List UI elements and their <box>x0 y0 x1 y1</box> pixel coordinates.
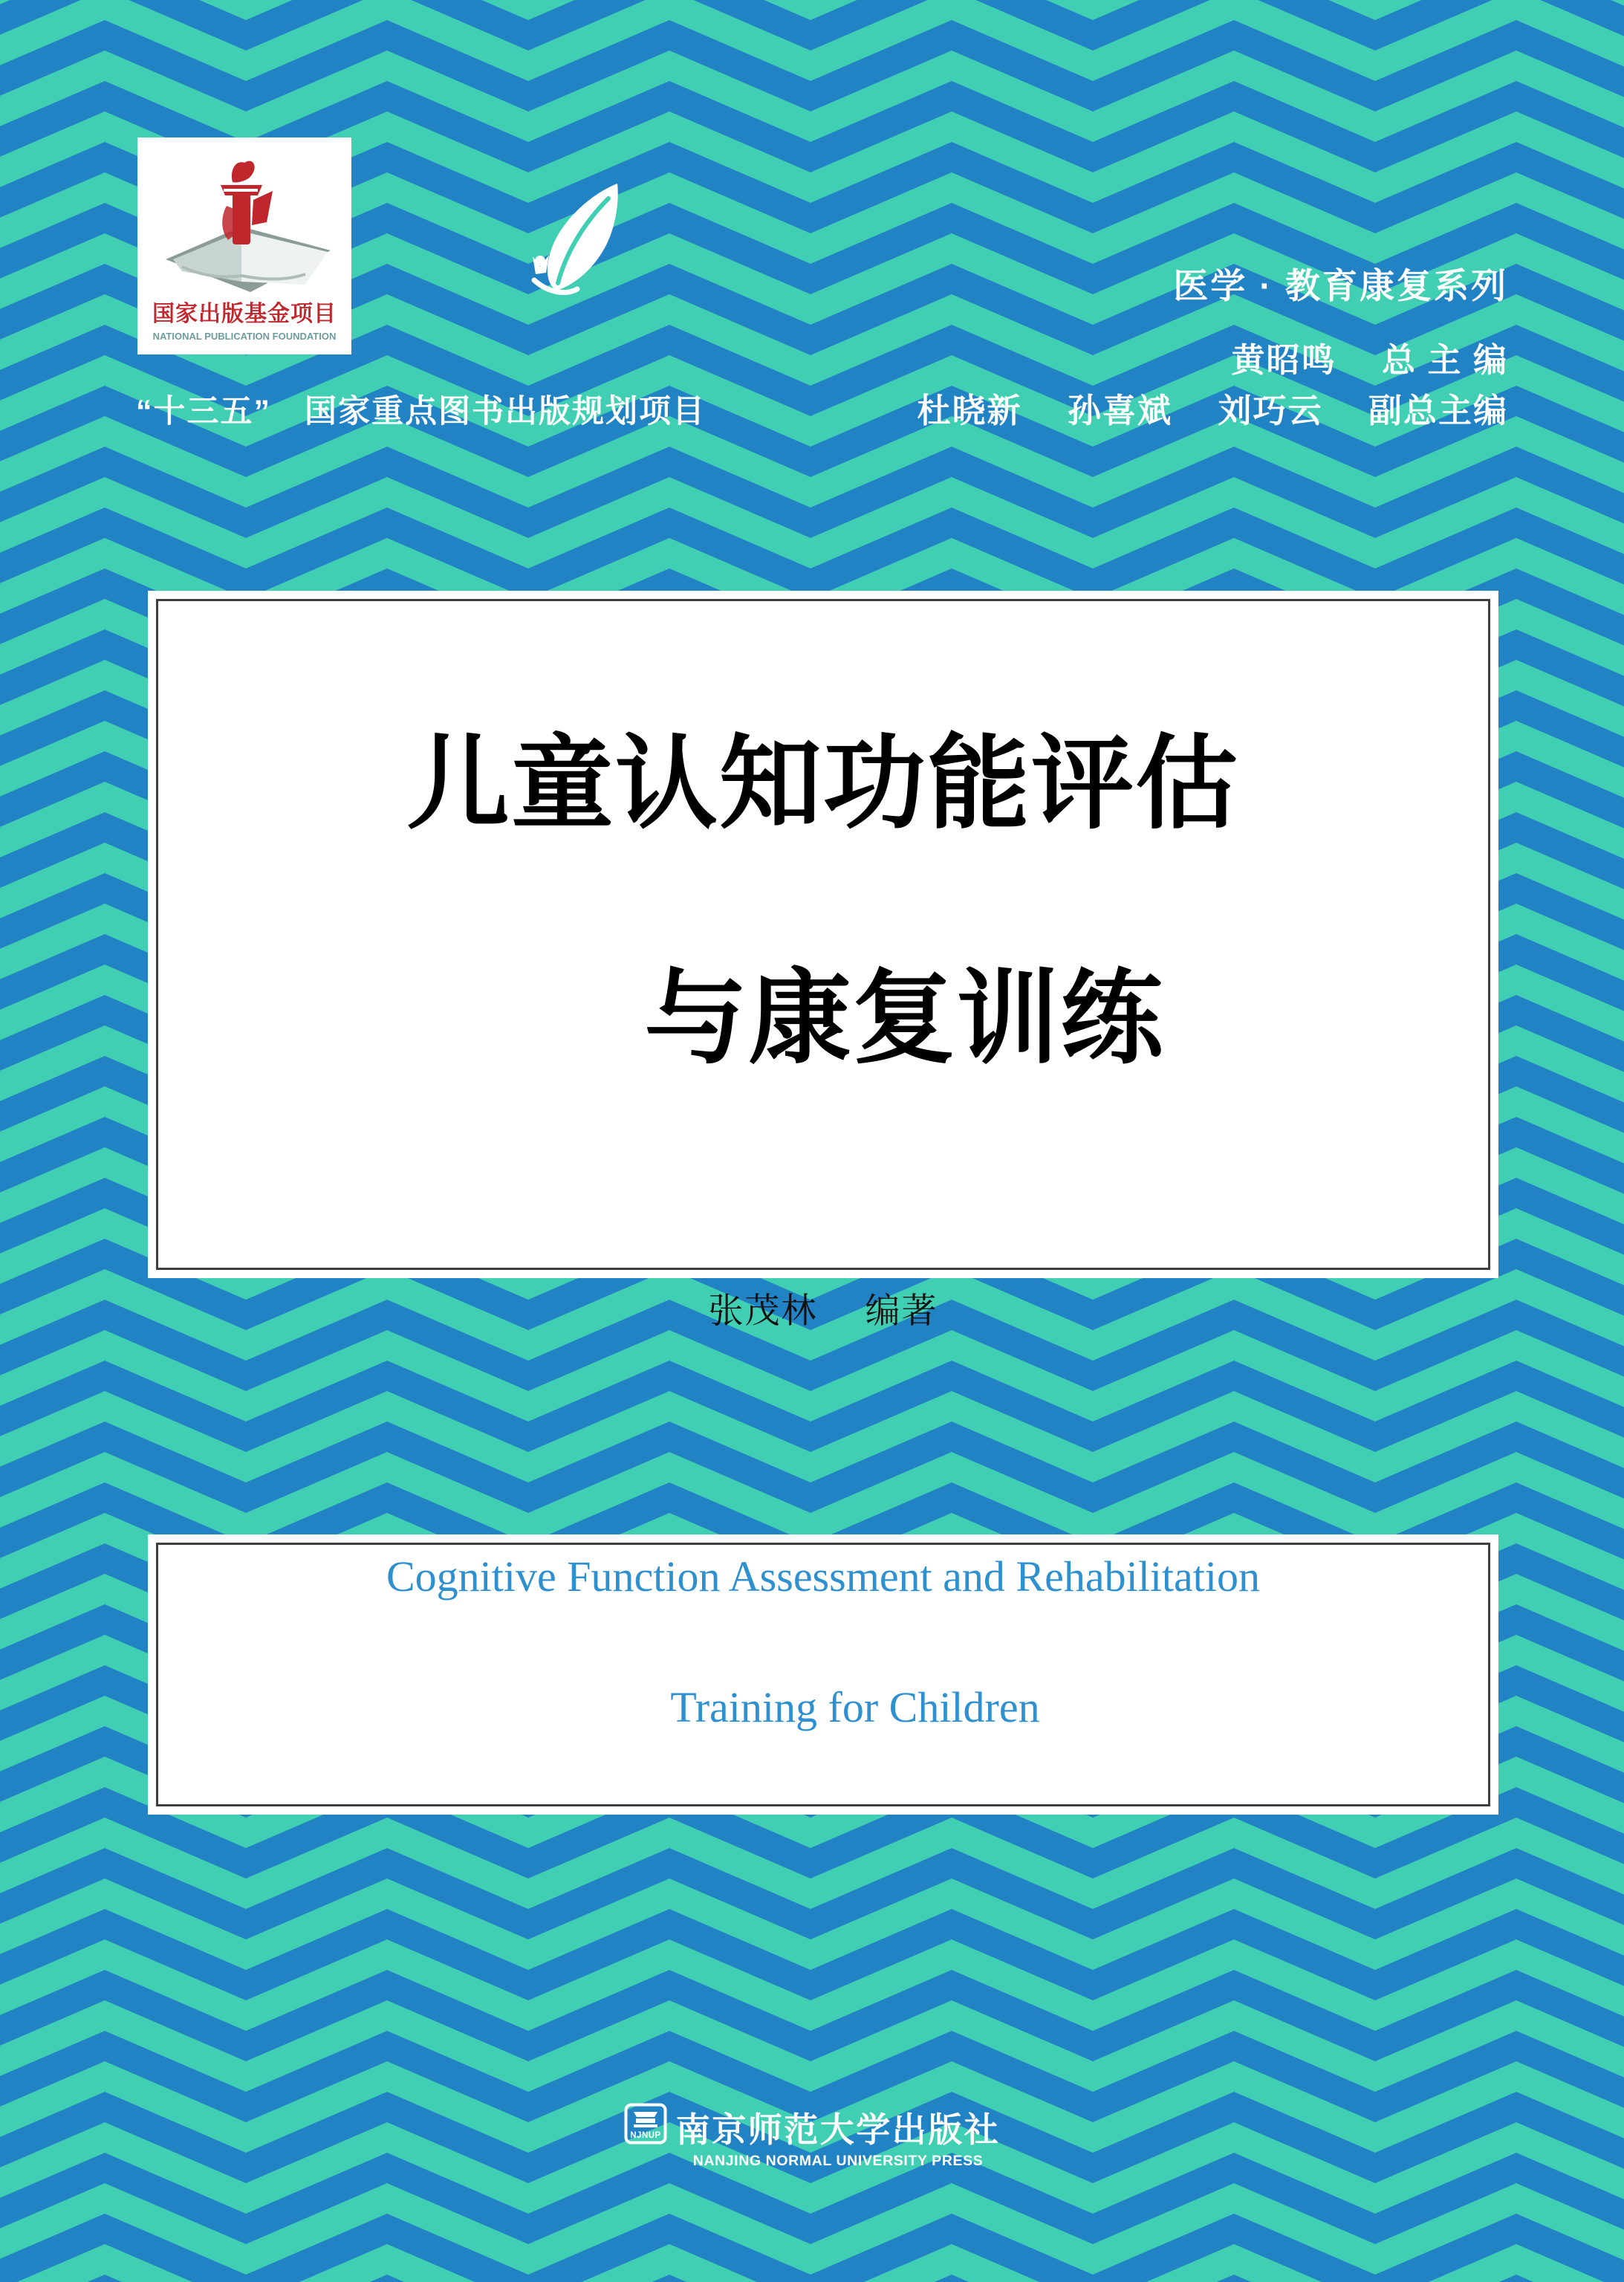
national-plan-label: “十三五” 国家重点图书出版规划项目 <box>136 394 706 430</box>
foundation-title-en: NATIONAL PUBLICATION FOUNDATION <box>152 331 337 342</box>
chief-editor-line: 黄昭鸣 总 主 编 <box>1231 341 1508 379</box>
book-title-line2: 与康复训练 <box>644 962 1165 1076</box>
national-publication-foundation-badge <box>137 137 351 354</box>
publisher-name-cn: 南京师范大学出版社 <box>675 2110 1001 2149</box>
foundation-title-cn: 国家出版基金项目 <box>152 302 337 326</box>
series-name: 医学 · 教育康复系列 <box>1173 266 1508 305</box>
english-title-line2: Training for Children <box>670 1682 1040 1731</box>
foundation-emblem-icon <box>152 148 337 294</box>
english-title-panel <box>156 1543 1490 1806</box>
publisher-logo <box>624 2103 667 2145</box>
leaf-logo <box>531 181 628 303</box>
book-title-line1: 儿童认知功能评估 <box>406 727 1239 841</box>
publisher-block <box>0 2103 1624 2170</box>
deputy-editor-line: 杜晓新 孙喜斌 刘巧云 副总主编 <box>917 392 1508 430</box>
english-title-line1: Cognitive Function Assessment and Rehabilitation <box>386 1552 1261 1601</box>
title-panel <box>156 599 1490 1330</box>
english-title <box>386 1544 1260 1806</box>
leaf-icon <box>531 181 628 299</box>
publisher-name-en: NANJING NORMAL UNIVERSITY PRESS <box>692 2153 984 2169</box>
publisher-logo-text: NJNUP <box>630 2131 661 2140</box>
author-line: 张茂林 编著 <box>708 1291 938 1330</box>
book-title <box>407 726 1239 1196</box>
